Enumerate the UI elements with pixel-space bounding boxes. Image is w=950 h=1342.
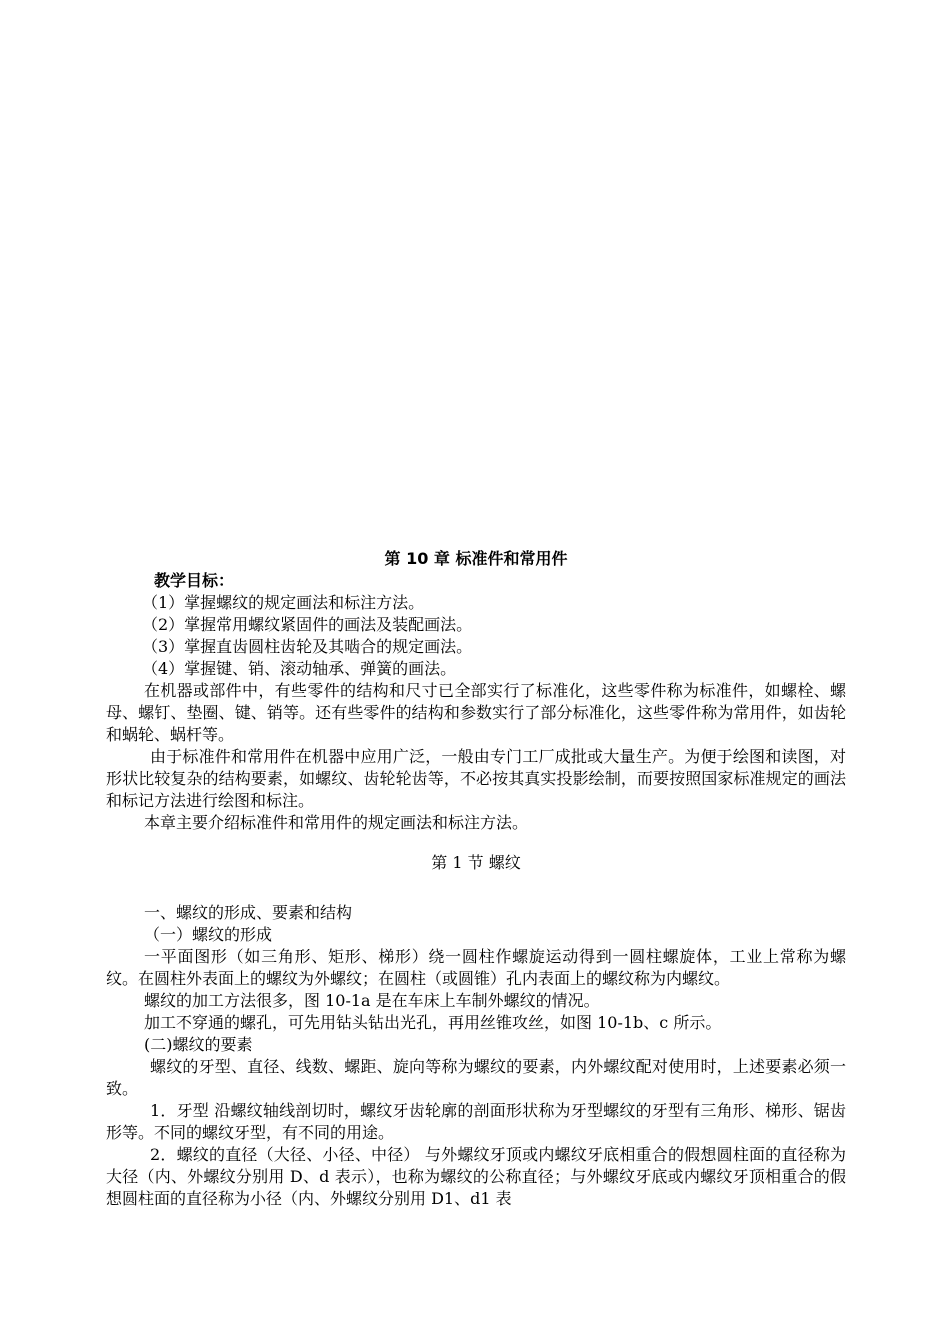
heading-level-2: (二)螺纹的要素: [144, 1035, 253, 1054]
body-paragraph: 加工不穿通的螺孔，可先用钻头钻出光孔，再用丝锥攻丝，如图 10-1b、c 所示。: [144, 1013, 722, 1032]
goal-item: （3）掌握直齿圆柱齿轮及其啮合的规定画法。: [142, 637, 473, 656]
body-paragraph: 2．螺纹的直径（大径、小径、中径） 与外螺纹牙顶或内螺纹牙底相重合的假想圆柱面的直径称为大径（内、外螺纹分别用 D、d 表示），也称为螺纹的公称直径；与外螺纹牙底或内螺纹牙顶相重合的假想圆柱面的直径称为小径（内、外螺纹分别用 D1、d1 表: [106, 1145, 846, 1208]
heading-level-1: 一、螺纹的形成、要素和结构: [144, 903, 353, 922]
body-paragraph: 一平面图形（如三角形、矩形、梯形）绕一圆柱作螺旋运动得到一圆柱螺旋体，工业上常称为螺纹。在圆柱外表面上的螺纹为外螺纹；在圆柱（或圆锥）孔内表面上的螺纹称为内螺纹。: [106, 947, 846, 988]
goals-label: 教学目标：: [154, 571, 235, 590]
goal-item: （1）掌握螺纹的规定画法和标注方法。: [142, 593, 425, 612]
body-paragraph: 螺纹的牙型、直径、线数、螺距、旋向等称为螺纹的要素，内外螺纹配对使用时，上述要素必须一致。: [106, 1057, 846, 1098]
intro-paragraph: 在机器或部件中，有些零件的结构和尺寸已全部实行了标准化，这些零件称为标准件，如螺栓、螺母、螺钉、垫圈、键、销等。还有些零件的结构和参数实行了部分标准化，这些零件称为常用件，如齿轮和蜗轮、蜗杆等。: [106, 681, 846, 744]
goal-item: （4）掌握键、销、滚动轴承、弹簧的画法。: [142, 659, 457, 678]
body-paragraph: 螺纹的加工方法很多，图 10-1a 是在车床上车制外螺纹的情况。: [144, 991, 600, 1010]
intro-paragraph: 本章主要介绍标准件和常用件的规定画法和标注方法。: [144, 813, 529, 832]
document-content: [106, 548, 846, 1210]
chapter-title: 第 10 章 标准件和常用件: [384, 549, 568, 568]
section-title: 第 1 节 螺纹: [431, 853, 521, 872]
intro-paragraph: 由于标准件和常用件在机器中应用广泛，一般由专门工厂成批或大量生产。为便于绘图和读图，对形状比较复杂的结构要素，如螺纹、齿轮轮齿等，不必按其真实投影绘制，而要按照国家标准规定的画法和标记方法进行绘图和标注。: [106, 747, 846, 810]
heading-level-2: （一）螺纹的形成: [144, 925, 273, 944]
goal-item: （2）掌握常用螺纹紧固件的画法及装配画法。: [142, 615, 473, 634]
body-paragraph: 1．牙型 沿螺纹轴线剖切时，螺纹牙齿轮廓的剖面形状称为牙型螺纹的牙型有三角形、梯形、锯齿形等。不同的螺纹牙型，有不同的用途。: [106, 1101, 846, 1142]
